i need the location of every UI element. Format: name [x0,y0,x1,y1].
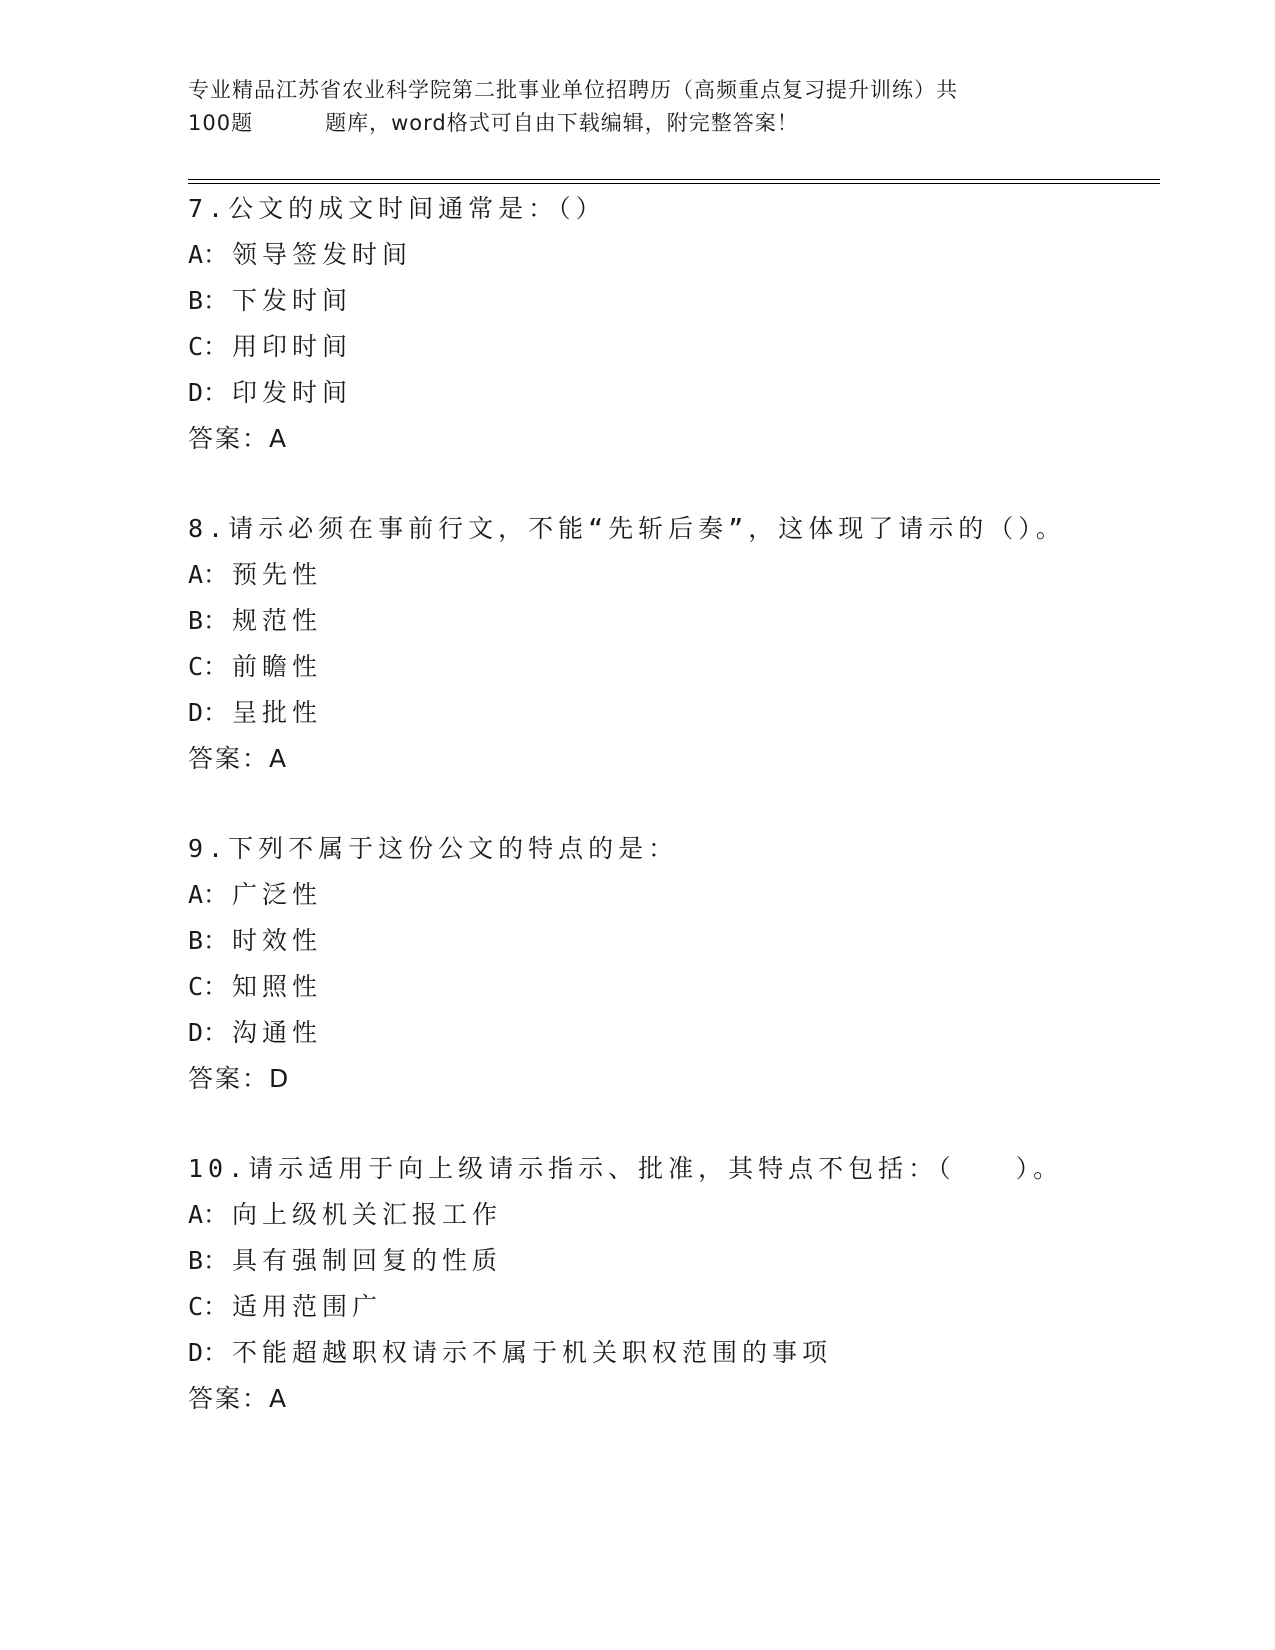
option-a [188,232,1148,278]
option-letter: D： [188,698,229,727]
option-text: 适用范围广 [232,1292,383,1321]
option-letter: D： [188,378,229,407]
answer-line: 答案：A [188,1384,289,1413]
option-letter: A： [188,1200,229,1229]
option-text: 领导签发时间 [232,240,413,269]
option-b [188,598,1148,644]
option-letter: D： [188,1018,229,1047]
option-d [188,1330,1148,1376]
option-a [188,1192,1148,1238]
option-text: 预先性 [232,560,323,589]
option-text: 用印时间 [232,332,353,361]
option-c [188,644,1148,690]
answer-line: 答案：A [188,744,289,773]
header-description: 题库，word格式可自由下载编辑，附完整答案！ [325,111,799,135]
option-text: 知照性 [232,972,323,1001]
answer-line: 答案：D [188,1064,291,1093]
question-stem: 7.公文的成文时间通常是：（） [188,194,606,223]
question-10 [188,1146,1148,1422]
question-7 [188,186,1148,462]
option-a [188,552,1148,598]
header-line-2 [188,107,1088,140]
option-d [188,370,1148,416]
option-letter: C： [188,1292,229,1321]
option-text: 呈批性 [232,698,323,727]
option-c [188,1284,1148,1330]
option-text: 下发时间 [232,286,353,315]
option-text: 向上级机关汇报工作 [232,1200,503,1229]
option-letter: B： [188,286,229,315]
option-letter: A： [188,560,229,589]
option-text: 规范性 [232,606,323,635]
option-c [188,324,1148,370]
option-letter: B： [188,926,229,955]
question-stem: 9.下列不属于这份公文的特点的是： [188,834,679,863]
option-text: 沟通性 [232,1018,323,1047]
header-divider-top [188,179,1160,180]
option-b [188,1238,1148,1284]
option-letter: C： [188,652,229,681]
option-letter: D： [188,1338,229,1367]
option-c [188,964,1148,1010]
option-b [188,278,1148,324]
option-text: 时效性 [232,926,323,955]
header-count: 100题 [188,111,254,135]
document-header [188,74,1088,140]
option-letter: B： [188,1246,229,1275]
option-text: 具有强制回复的性质 [232,1246,503,1275]
option-letter: C： [188,972,229,1001]
option-text: 不能超越职权请示不属于机关职权范围的事项 [232,1338,833,1367]
option-d [188,1010,1148,1056]
option-letter: B： [188,606,229,635]
option-letter: C： [188,332,229,361]
option-text: 印发时间 [232,378,353,407]
option-text: 前瞻性 [232,652,323,681]
header-divider-bottom [188,183,1160,184]
question-9 [188,826,1148,1102]
option-letter: A： [188,880,229,909]
option-text: 广泛性 [232,880,323,909]
question-8 [188,506,1148,782]
question-stem: 10.请示适用于向上级请示指示、批准，其特点不包括：（ ）。 [188,1154,1064,1183]
option-letter: A： [188,240,229,269]
answer-line: 答案：A [188,424,289,453]
option-d [188,690,1148,736]
question-stem: 8.请示必须在事前行文，不能“先斩后奏”，这体现了请示的（）。 [188,514,1066,543]
option-b [188,918,1148,964]
option-a [188,872,1148,918]
header-line-1: 专业精品江苏省农业科学院第二批事业单位招聘历（高频重点复习提升训练）共 [188,78,958,102]
